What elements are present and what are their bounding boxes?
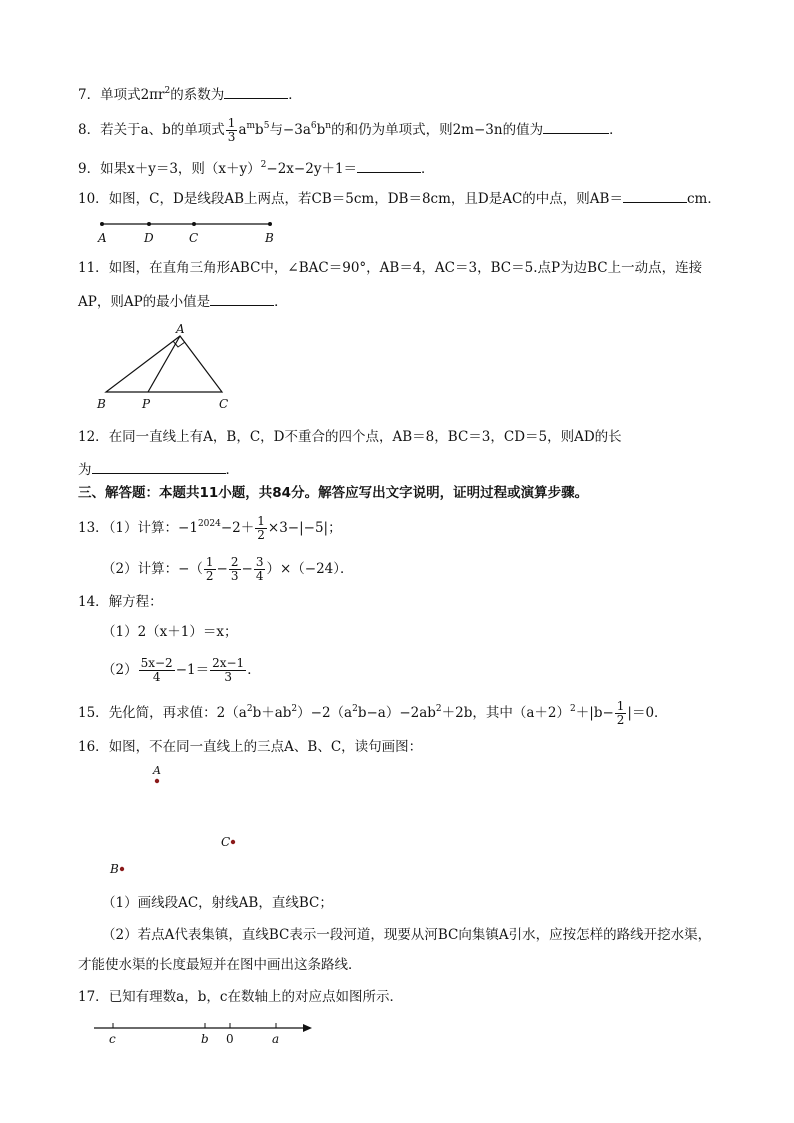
answer-blank[interactable] xyxy=(210,291,274,306)
figure-16-points xyxy=(100,760,260,880)
answer-blank[interactable] xyxy=(357,158,421,173)
question-8: 8．若关于a、b的单项式 $\frac{1}{3}$ $a^mb^5$与$-3a^6b^n$的和仍为单项式，则2m−3n的值为 ． xyxy=(78,116,623,144)
question-14-part1: （1）2（x＋1）＝x； xyxy=(102,624,238,640)
question-17: 17．已知有理数a，b，c在数轴上的对应点如图所示． xyxy=(78,989,403,1005)
question-15: 15．先化简，再求值：$2(a^2b+ab^2)-2(a^2b-a)-2ab^2+2b$，其中$(a+2)^2+|b-$ $\frac{1}{2}$ |＝0． xyxy=(78,699,668,727)
question-12: 12．在同一直线上有A，B，C，D不重合的四个点，AB＝8，BC＝3，CD＝5，则AD的长 xyxy=(78,429,622,445)
question-13-part1: 13．（1）计算：$-1^{2024}-2+$ $\frac{1}{2}$ ×3−|−5|； xyxy=(78,514,342,542)
point-label-A: A xyxy=(153,764,161,777)
point-label-C: C xyxy=(189,231,199,245)
point-label-D: D xyxy=(144,231,154,245)
point-label-B: B xyxy=(265,231,274,245)
number-label-a: a xyxy=(272,1032,280,1046)
number-label-b: b xyxy=(201,1032,209,1046)
figure-10-segment xyxy=(92,216,282,246)
answer-blank[interactable] xyxy=(623,188,687,203)
point-label-C: C xyxy=(221,835,231,849)
answer-blank[interactable] xyxy=(543,119,609,134)
question-12-line2: 为 ． xyxy=(78,459,239,479)
fraction: $\frac{1}{3}$ xyxy=(227,116,236,144)
q7-number: 7． xyxy=(78,87,101,103)
point-label-A: A xyxy=(98,231,107,245)
question-16: 16．如图，不在同一直线上的三点A、B、C，读句画图： xyxy=(78,739,423,755)
question-11-line2: AP，则AP的最小值是 ． xyxy=(78,291,288,311)
point-label-P: P xyxy=(142,397,151,411)
figure-11-triangle xyxy=(92,322,242,412)
answer-blank[interactable] xyxy=(92,459,226,474)
point-label-B: B xyxy=(110,862,119,876)
question-9: 9．如果x＋y＝3，则$(x+y)^2-2x-2y+1=$ ． xyxy=(78,160,435,177)
figure-17-number-line xyxy=(90,1018,320,1048)
question-14-part2: （2） $\frac{5x-2}{4}$ −1＝ $\frac{2x-1}{3}$ ． xyxy=(102,656,261,684)
question-7: 7．单项式$2\pi r^2$的系数为 ． xyxy=(78,86,302,103)
number-label-c: c xyxy=(109,1032,116,1046)
vertex-label-B: B xyxy=(97,397,106,411)
question-11: 11．如图，在直角三角形ABC中，∠BAC＝90°，AB＝4，AC＝3，BC＝5.点P为边BC上一动点，连接 xyxy=(78,260,703,276)
question-16-part2: （2）若点A代表集镇，直线BC表示一段河道，现要从河BC向集镇A引水，应按怎样的路线开挖水渠， xyxy=(102,927,712,943)
question-16-part2-cont: 才能使水渠的长度最短并在图中画出这条路线． xyxy=(78,957,362,973)
question-13-part2: （2）计算：−（ $\frac{1}{2}$ − $\frac{2}{3}$ − $\frac{3}{4}$ ）×（−24）． xyxy=(102,555,354,583)
vertex-label-C: C xyxy=(219,397,229,411)
answer-blank[interactable] xyxy=(224,84,288,99)
question-16-part1: （1）画线段AC，射线AB，直线BC； xyxy=(102,895,333,911)
question-14: 14．解方程： xyxy=(78,594,163,610)
question-10: 10．如图，C，D是线段AB上两点，若CB＝5cm，DB＝8cm，且D是AC的中点，则AB＝ cm． xyxy=(78,188,721,208)
section-heading: 三、解答题：本题共11小题，共84分。解答应写出文字说明，证明过程或演算步骤。 xyxy=(78,485,589,501)
vertex-label-A: A xyxy=(176,322,185,336)
number-label-zero: 0 xyxy=(226,1032,234,1046)
